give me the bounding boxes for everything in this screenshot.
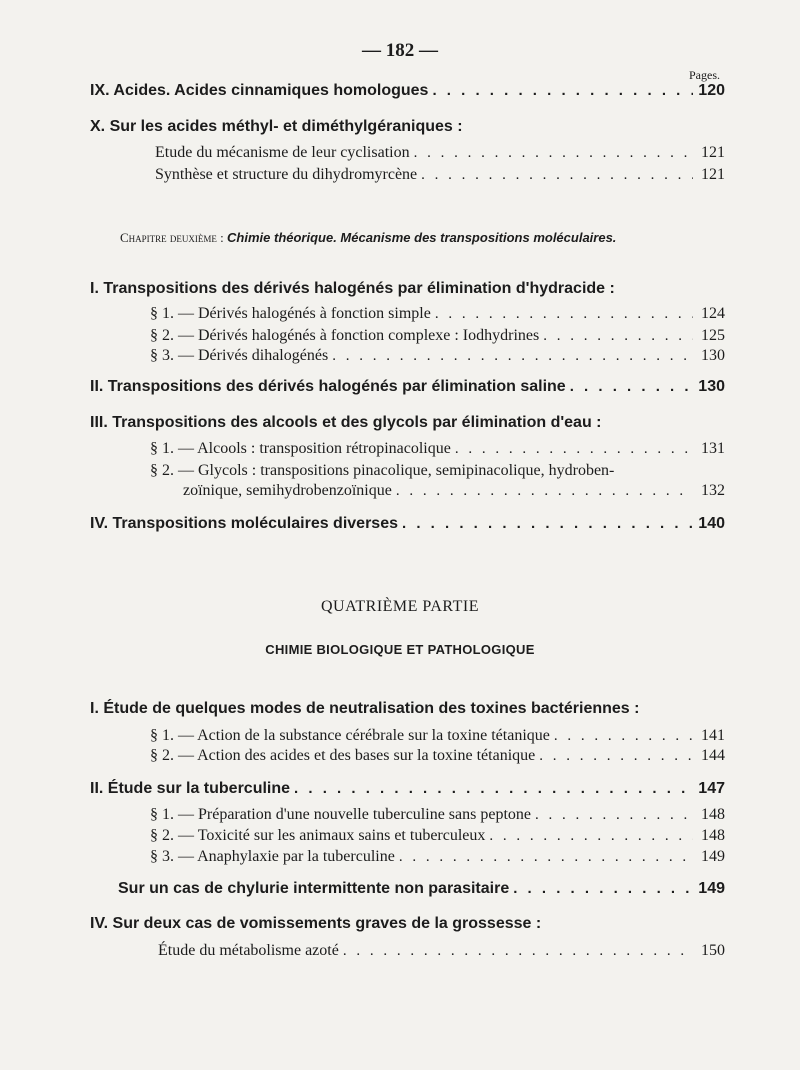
toc-entry-i: I. Étude de quelques modes de neutralisation des toxines bactériennes :: [90, 700, 640, 717]
toc-subentry: § 3. — Anaphylaxie par la tuberculine . . . 149: [150, 848, 725, 872]
toc-subentry: § 2. — Glycols : transpositions pinacolique, semipinacolique, hydroben-: [150, 462, 615, 479]
toc-subentry: § 2. — Toxicité sur les animaux sains et tuberculeux . . . 148: [150, 827, 725, 851]
toc-subentry: § 1. — Alcools : transposition rétropinacolique . . . 131: [150, 440, 725, 464]
toc-subentry: § 3. — Dérivés dihalogénés . . . 130: [150, 347, 725, 371]
toc-entry-iv: IV. Sur deux cas de vomissements graves de la grossesse :: [90, 915, 542, 932]
chapter-label: Chapitre deuxième :: [120, 230, 224, 245]
toc-subentry: Etude du mécanisme de leur cyclisation . . . 121: [155, 144, 725, 168]
toc-subentry: § 2. — Action des acides et des bases sur la toxine tétanique . . . 144: [150, 747, 725, 771]
toc-subentry: § 2. — Dérivés halogénés à fonction complexe : Iodhydrines . . . 125: [150, 327, 725, 351]
toc-entry-ix: IX. Acides. Acides cinnamiques homologues . . . 120: [90, 82, 725, 106]
toc-entry-iii: Sur un cas de chylurie intermittente non parasitaire . . . 149: [118, 880, 725, 904]
toc-entry-x: X. Sur les acides méthyl- et diméthylgéraniques :: [90, 118, 463, 135]
toc-subentry-continued: zoïnique, semihydrobenzoïnique . . . 132: [183, 482, 725, 506]
chapter-heading: [120, 230, 616, 246]
toc-entry-iv: IV. Transpositions moléculaires diverses . . . 140: [90, 515, 725, 539]
toc-entry-ii: II. Transpositions des dérivés halogénés par élimination saline . . . 130: [90, 378, 725, 402]
page-number: — 182 —: [362, 40, 438, 61]
toc-entry-i: I. Transpositions des dérivés halogénés par élimination d'hydracide :: [90, 280, 615, 297]
part-subtitle: CHIMIE BIOLOGIQUE ET PATHOLOGIQUE: [265, 642, 535, 657]
part-title: QUATRIÈME PARTIE: [320, 598, 479, 615]
toc-entry-iii: III. Transpositions des alcools et des glycols par élimination d'eau :: [90, 414, 602, 431]
toc-entry-ii: II. Étude sur la tuberculine . . . 147: [90, 780, 725, 804]
pages-column-label: Pages.: [689, 68, 720, 82]
chapter-title: Chimie théorique. Mécanisme des transpositions moléculaires.: [227, 230, 617, 245]
toc-subentry: § 1. — Action de la substance cérébrale sur la toxine tétanique . . . 141: [150, 727, 725, 751]
toc-subentry: § 1. — Préparation d'une nouvelle tuberculine sans peptone . . . 148: [150, 806, 725, 830]
toc-subentry: Étude du métabolisme azoté . . . 150: [158, 942, 725, 966]
toc-subentry: Synthèse et structure du dihydromyrcène . . . 121: [155, 166, 725, 190]
toc-subentry: § 1. — Dérivés halogénés à fonction simple . . . 124: [150, 305, 725, 329]
